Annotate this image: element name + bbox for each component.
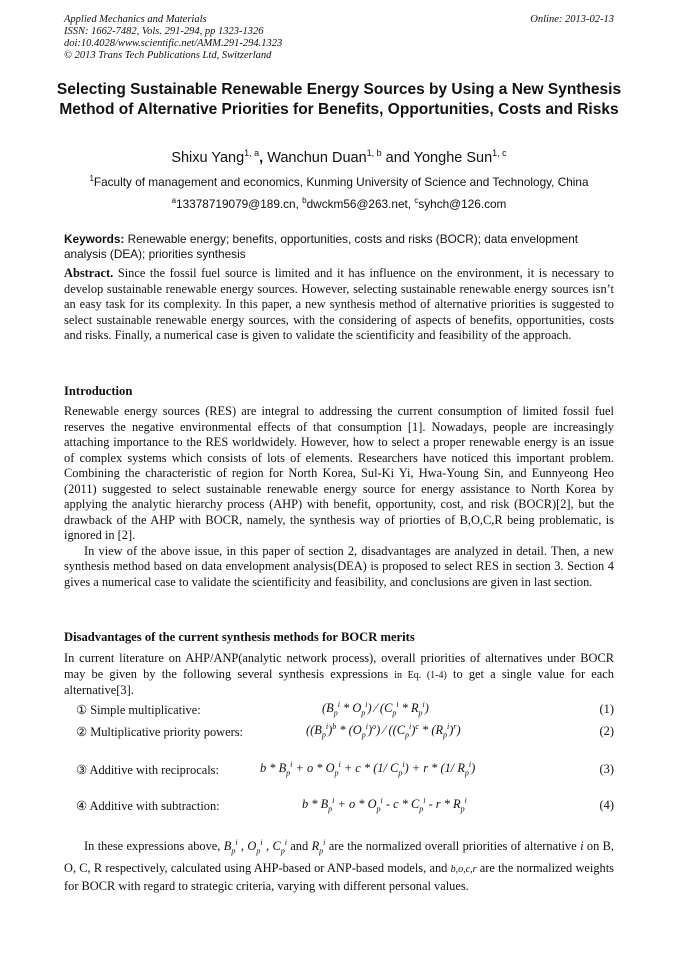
equation-4 (64, 798, 614, 818)
online-date: Online: 2013-02-13 (530, 14, 614, 25)
keywords (64, 232, 614, 261)
section2-text: are the normalized overall priorities of alternative (325, 839, 581, 854)
equation-3 (64, 762, 614, 782)
author-name: Wanchun Duan (267, 149, 367, 166)
author-list (0, 148, 678, 166)
inline-math: $C_p^i$ (272, 838, 287, 856)
journal-header (64, 14, 282, 62)
equation-label: ③ Additive with reciprocals: (76, 763, 219, 777)
equation-expression: $(B_p^i * O_p^i)$ ⁄ $(C_p^i * R_p^i)$ (322, 700, 429, 718)
author-sep: , (259, 149, 268, 166)
author-sup: 1, c (492, 148, 507, 158)
section-heading-disadvantages: Disadvantages of the current synthesis methods for BOCR merits (64, 630, 415, 644)
section2-text: to get a single value for each alternative[3]. (64, 666, 614, 697)
email-list (0, 196, 678, 211)
section2-text: on B, O, C, R respectively, calculated using AHP-based or ANP-based models, and (64, 839, 615, 875)
inline-math-i: i (580, 839, 584, 854)
author-sup: 1, a (244, 148, 260, 158)
section-heading-introduction: Introduction (64, 384, 133, 398)
author-sep: and (381, 149, 414, 166)
author-name: Yonghe Sun (413, 149, 493, 166)
section2-paragraph-2: In these expressions above, $B_p^i$ , $O_p^i$ , $C_p^i$ and $R_p^i$ are the normalized overall priorities of alternative i on B, O, C, R respectively, calculated using AHP-based or ANP-based models, and b,o,c,r are the normalized weights for BOCR with regard to strategic criteria, varying with different personal values. (64, 838, 615, 893)
equation-number: (1) (599, 702, 614, 716)
equation-label: ① Simple multiplicative: (76, 703, 201, 717)
inline-math-priorities: $B_p^i$ (223, 838, 238, 856)
copyright-line: © 2013 Trans Tech Publications Ltd, Switzerland (64, 50, 272, 61)
section2-paragraph (64, 651, 614, 699)
email-sup: a (171, 196, 177, 205)
equation-label: ② Multiplicative priority powers: (76, 725, 243, 739)
email-b: dwckm56@263.net, (306, 196, 415, 211)
section2-text: In these expressions above, (84, 839, 224, 854)
inline-math-weights: b,o,c,r (450, 863, 477, 875)
equation-number: (4) (599, 798, 614, 812)
issn-line: ISSN: 1662-7482, Vols. 291-294, pp 1323-1326 (64, 26, 264, 37)
inline-math: $O_p^i$ (247, 838, 263, 856)
author-sup: 1, b (366, 148, 382, 158)
section2-eq-ref: in Eq. (1-4) (394, 669, 447, 681)
email-sup: c (414, 196, 419, 205)
introduction-paragraph: Renewable energy sources (RES) are integral to addressing the current consumption of limited fossil fuel reserves the negative environmental effects of that consumption [1]. Nowadays, people are increasingly attaching importance to the RES worldwidely. However, how to select a proper renewable energy is an issue of complex systems which consists of lots of elements. Researchers have noticed this important problem. Combining the characteristic of region for North Korea, Sul-Ki Yi, Hwa-Young Sin, and Eunnyeong Heo (2011) suggested to select sustainable renewable energy source for energy assistance to North Korea by applying the analytic hierarchy process (AHP) with benefit, opportunity, cost, and risk (BOCR)[2], but the drawback of the AHP with BOCR, namely, the synthesis way of priorties of B,O,C,R being problematic, is ignored in [2]. (64, 404, 614, 542)
journal-name: Applied Mechanics and Materials (64, 14, 207, 25)
inline-math: $R_p^i$ (311, 838, 326, 856)
email-sup: b (302, 196, 307, 205)
equation-expression: $b * B_p^i + o * O_p^i + c * (1/$ $C_p^i) + r * (1/$ $R_p^i$) (260, 760, 476, 778)
equation-expression: $((B_p^i)^b * (O_p^i)^o)$ ⁄ $((C_p^i)^c * (R_p^i)^r)$ (306, 722, 461, 740)
abstract (64, 266, 614, 344)
equation-number: (2) (599, 724, 614, 738)
keywords-text: Renewable energy; benefits, opportunities, costs and risks (BOCR); data envelopment analysis (DEA); priorities synthesis (64, 232, 579, 261)
affiliation (0, 174, 678, 189)
equation-number: (3) (599, 762, 614, 776)
doi-line: doi:10.4028/www.scientific.net/AMM.291-294.1323 (64, 38, 283, 49)
equation-1 (64, 702, 614, 722)
introduction-body (64, 404, 614, 590)
introduction-paragraph: In view of the above issue, in this paper of section 2, disadvantages are analyzed in detail. Then, a new synthesis method based on data envelopment analysis(DEA) is proposed to select RES in section 3. Section 4 gives a numerical case to validate the scientificity and feasibility, and conclusions are given in last section. (64, 543, 614, 589)
abstract-text: Since the fossil fuel source is limited and it has influence on the environment, it is necessary to develop sustainable renewable energy sources. However, selecting sustainable renewable energy sources isn’t an easy task for its complexity. In this paper, a new synthesis method of alternative priorities is suggested to select sustainable renewable energy sources, with the considering of aspects of benefits, opportunities, costs and risks. Finally, a numerical case is given to validate the scientificity and feasibility of the approach. (64, 266, 614, 342)
section2-text: are the normalized weights for BOCR with regard to strategic criteria, varying with different personal values. (64, 860, 615, 893)
author-name: Shixu Yang (171, 149, 245, 166)
paper-title: Selecting Sustainable Renewable Energy Sources by Using a New Synthesis Method of Alternative Priorities for Benefits, Opportunities, Costs and Risks (56, 81, 622, 118)
affiliation-text: Faculty of management and economics, Kunming University of Science and Technology, China (93, 174, 589, 189)
equation-2 (64, 724, 614, 744)
affiliation-sup: 1 (89, 174, 94, 183)
email-c: syhch@126.com (418, 196, 507, 211)
email-a: 13378719079@189.cn, (176, 196, 303, 211)
abstract-label: Abstract. (64, 266, 114, 280)
section2-text: In current literature on AHP/ANP(analytic network process), overall priorities of alternatives under BOCR may be given by the following several synthesis expressions (64, 651, 614, 681)
keywords-label: Keywords: (64, 232, 125, 246)
equation-expression: $b * B_p^i + o * O_p^i - c * C_p^i - r * R_p^i$ (302, 796, 467, 814)
equation-label: ④ Additive with subtraction: (76, 799, 220, 813)
